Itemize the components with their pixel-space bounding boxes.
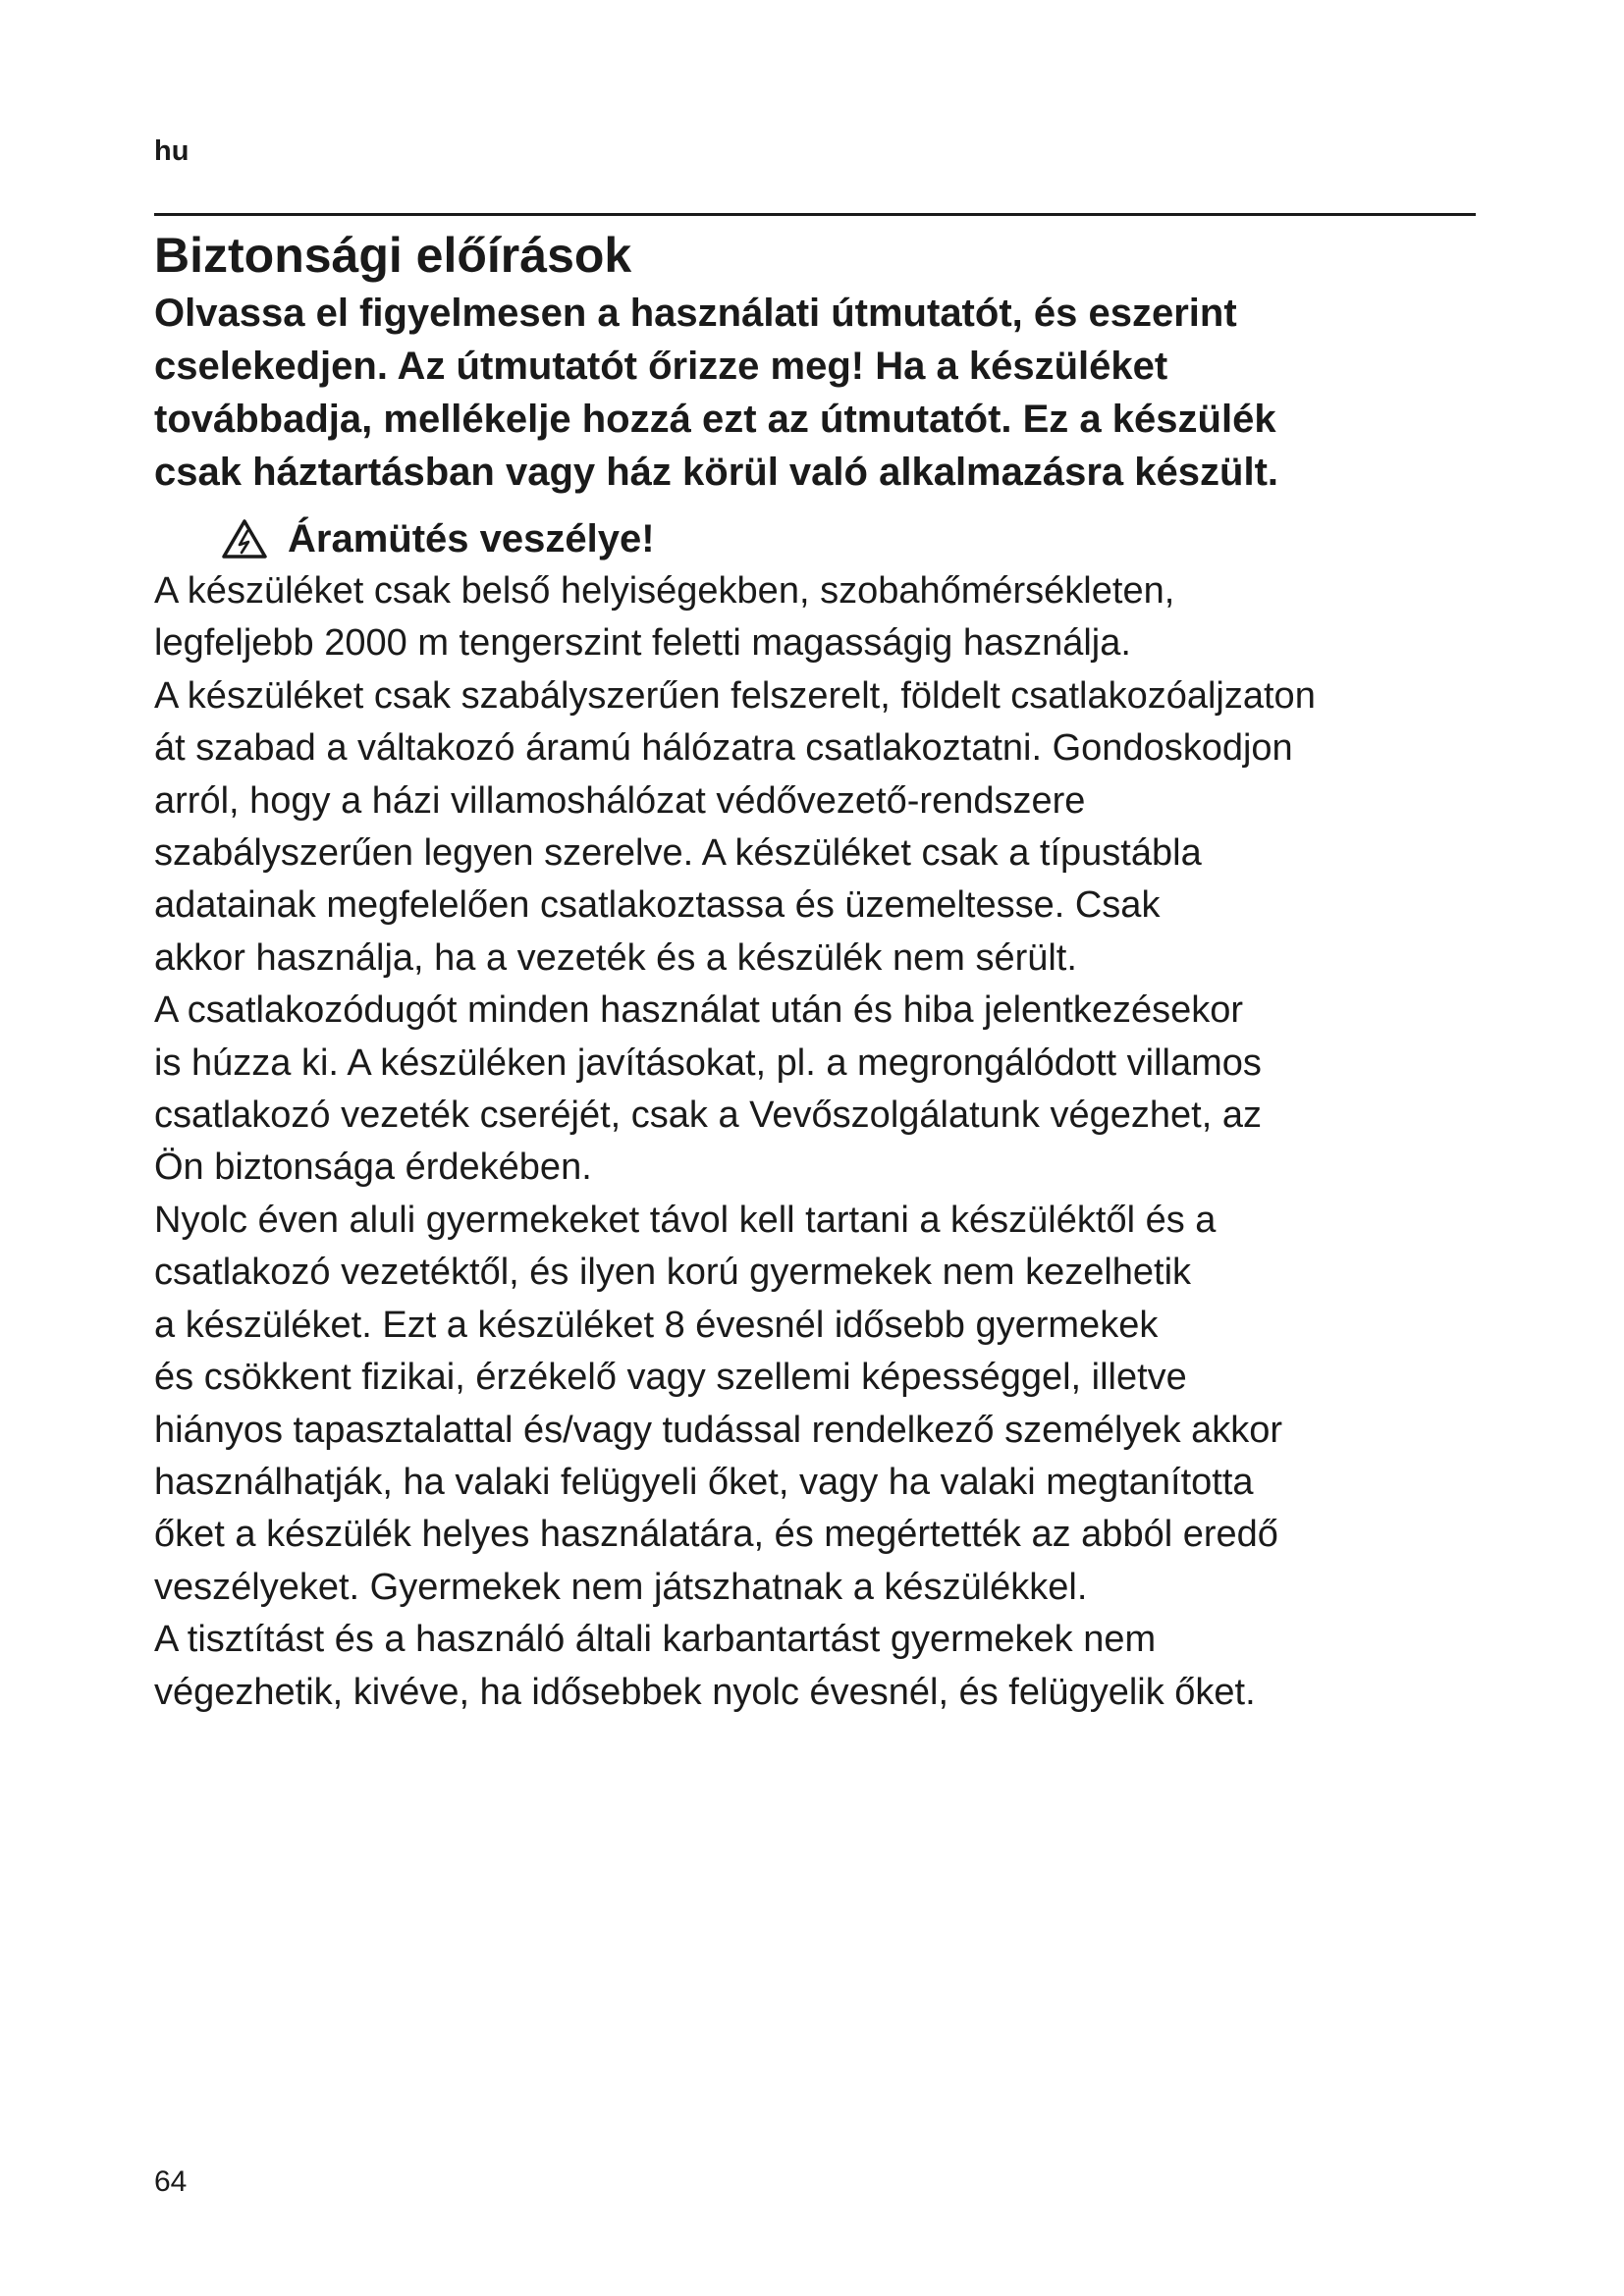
body-line: A tisztítást és a használó általi karbantartást gyermekek nem: [154, 1619, 1157, 1661]
warning-heading: [221, 512, 1499, 565]
body-line: át szabad a váltakozó áramú hálózatra csatlakoztatni. Gondoskodjon: [154, 727, 1293, 770]
body-line: végezhetik, kivéve, ha idősebbek nyolc évesnél, és felügyelik őket.: [154, 1671, 1256, 1713]
intro-line: Olvassa el figyelmesen a használati útmutatót, és eszerint: [154, 292, 1237, 335]
intro-line: csak háztartásban vagy ház körül való alkalmazásra készült.: [154, 451, 1278, 494]
page-number: 64: [154, 2165, 188, 2198]
intro-line: továbbadja, mellékelje hozzá ezt az útmutatót. Ez a készülék: [154, 398, 1276, 441]
body-line: és csökkent fizikai, érzékelő vagy szellemi képességgel, illetve: [154, 1357, 1187, 1399]
warning-triangle-icon: [221, 518, 268, 560]
body-line: adatainak megfelelően csatlakoztassa és üzemeltesse. Csak: [154, 884, 1161, 927]
body-line: veszélyeket. Gyermekek nem játszhatnak a készülékkel.: [154, 1566, 1088, 1608]
body-line: csatlakozó vezeték cseréjét, csak a Vevőszolgálatunk végezhet, az: [154, 1095, 1262, 1137]
intro-line: cselekedjen. Az útmutatót őrizze meg! Ha a készüléket: [154, 345, 1168, 388]
body-line: A készüléket csak szabályszerűen felszerelt, földelt csatlakozóaljzaton: [154, 674, 1316, 717]
language-code: hu: [154, 135, 189, 167]
body-line: használhatják, ha valaki felügyeli őket, vagy ha valaki megtanította: [154, 1461, 1254, 1503]
body-line: arról, hogy a házi villamoshálózat védővezető-rendszere: [154, 779, 1086, 822]
body-paragraph: [154, 565, 1499, 1719]
body-line: hiányos tapasztalattal és/vagy tudással rendelkező személyek akkor: [154, 1409, 1283, 1451]
body-line: őket a készülék helyes használatára, és megértették az abból eredő: [154, 1514, 1278, 1556]
safety-section: [154, 224, 1499, 1719]
body-line: Nyolc éven aluli gyermekeket távol kell tartani a készüléktől és a: [154, 1199, 1217, 1241]
section-title: Biztonsági előírások: [154, 228, 632, 283]
body-line: szabályszerűen legyen szerelve. A készüléket csak a típustábla: [154, 832, 1202, 875]
body-line: A csatlakozódugót minden használat után és hiba jelentkezésekor: [154, 989, 1244, 1032]
intro-paragraph: [154, 287, 1476, 499]
body-line: A készüléket csak belső helyiségekben, szobahőmérsékleten,: [154, 570, 1175, 612]
warning-title: Áramütés veszélye!: [288, 517, 655, 561]
body-line: akkor használja, ha a vezeték és a készülék nem sérült.: [154, 936, 1077, 979]
body-line: Ön biztonsága érdekében.: [154, 1147, 592, 1189]
header-divider: [154, 213, 1476, 216]
body-line: is húzza ki. A készüléken javításokat, pl. a megrongálódott villamos: [154, 1041, 1262, 1084]
body-line: a készüléket. Ezt a készüléket 8 évesnél idősebb gyermekek: [154, 1304, 1159, 1346]
body-line: legfeljebb 2000 m tengerszint feletti magasságig használja.: [154, 622, 1131, 665]
body-line: csatlakozó vezetéktől, és ilyen korú gyermekek nem kezelhetik: [154, 1252, 1192, 1294]
